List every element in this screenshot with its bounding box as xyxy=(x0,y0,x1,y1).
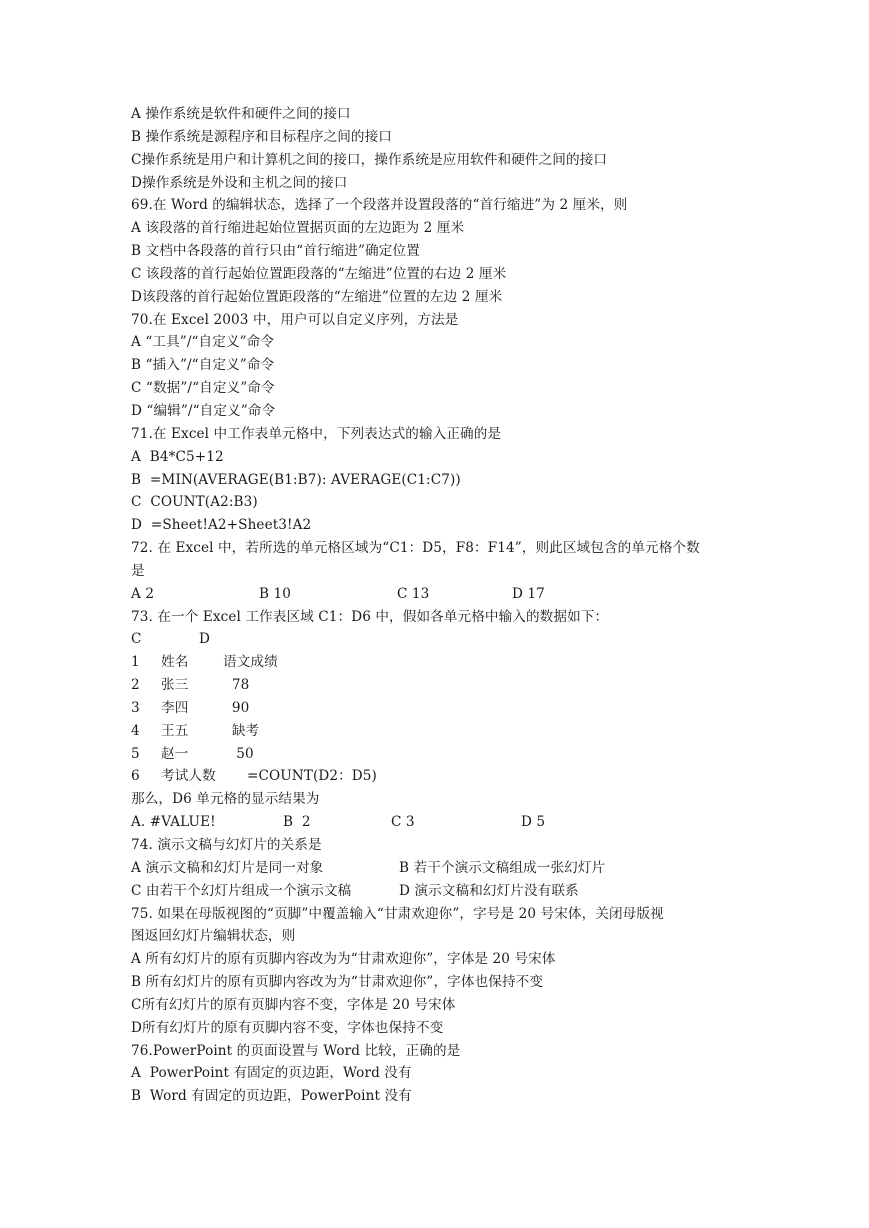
q71-title: 71.在 Excel 中工作表单元格中，下列表达式的输入正确的是 xyxy=(131,425,502,442)
cell-c: 考试人数 xyxy=(161,768,216,785)
row-number: 6 xyxy=(131,768,140,785)
q74-option-a: A 演示文稿和幻灯片是同一对象 xyxy=(131,859,324,876)
q73-question: 那么，D6 单元格的显示结果为 xyxy=(131,791,320,808)
q75-option-c: C所有幻灯片的原有页脚内容不变，字体是 20 号宋体 xyxy=(131,996,456,1013)
cell-d: 50 xyxy=(223,745,254,762)
cell-c: 张三 xyxy=(161,677,189,694)
q73-title: 73. 在一个 Excel 工作表区域 C1：D6 中，假如各单元格中输入的数据如下： xyxy=(131,608,609,625)
q73-table-row xyxy=(131,674,831,697)
q76-option-b: B Word 有固定的页边距，PowerPoint 没有 xyxy=(131,1088,412,1105)
q72-options xyxy=(131,583,831,606)
cell-c: 姓名 xyxy=(161,654,189,671)
q74-option-c: C 由若干个幻灯片组成一个演示文稿 xyxy=(131,882,352,899)
q73-options xyxy=(131,811,831,834)
q73-table-row xyxy=(131,743,831,766)
q68-option-a: A 操作系统是软件和硬件之间的接口 xyxy=(131,106,351,122)
q68-option-c: C操作系统是用户和计算机之间的接口，操作系统是应用软件和硬件之间的接口 xyxy=(131,151,608,168)
cell-d: =COUNT(D2：D5) xyxy=(247,768,377,785)
q75-title-cont: 图返回幻灯片编辑状态，则 xyxy=(131,928,296,945)
cell-c: 赵一 xyxy=(161,745,189,762)
q72-option-a: A 2 xyxy=(131,585,155,602)
q73-option-c: C 3 xyxy=(391,814,415,831)
q70-option-b: B “插入”/“自定义”命令 xyxy=(131,357,275,374)
cell-d: 90 xyxy=(223,699,250,716)
q76-title: 76.PowerPoint 的页面设置与 Word 比较，正确的是 xyxy=(131,1042,461,1059)
q68-option-b: B 操作系统是源程序和目标程序之间的接口 xyxy=(131,128,392,145)
q68-option-d: D操作系统是外设和主机之间的接口 xyxy=(131,174,348,191)
q74-option-b: B 若干个演示文稿组成一张幻灯片 xyxy=(399,859,606,876)
q72-option-b: B 10 xyxy=(259,585,292,602)
row-number: 1 xyxy=(131,654,140,671)
q73-option-b: B 2 xyxy=(283,814,311,831)
q74-options-row xyxy=(131,857,831,880)
cell-c: 李四 xyxy=(161,699,189,716)
q75-option-a: A 所有幻灯片的原有页脚内容改为为“甘肃欢迎你”，字体是 20 号宋体 xyxy=(131,951,556,968)
cell-d: 缺考 xyxy=(223,722,260,739)
document-page xyxy=(131,103,831,1108)
q70-option-a: A “工具”/“自定义”命令 xyxy=(131,334,275,351)
q73-option-a: A. #VALUE! xyxy=(131,814,216,831)
row-number: 2 xyxy=(131,677,140,694)
q69-title: 69.在 Word 的编辑状态，选择了一个段落并设置段落的“首行缩进”为 2 厘米，则 xyxy=(131,197,628,214)
q73-table-row xyxy=(131,697,831,720)
q73-table-row xyxy=(131,765,831,788)
q70-option-c: C “数据”/“自定义”命令 xyxy=(131,380,275,397)
q71-option-c: C COUNT(A2:B3) xyxy=(131,494,258,511)
q75-option-d: D所有幻灯片的原有页脚内容不变，字体也保持不变 xyxy=(131,1019,444,1036)
q73-table-row xyxy=(131,651,831,674)
q73-table-header xyxy=(131,628,831,651)
q72-option-d: D 17 xyxy=(512,585,545,602)
cell-d: 78 xyxy=(223,677,250,694)
q74-title: 74. 演示文稿与幻灯片的关系是 xyxy=(131,837,322,853)
q69-option-c: C 该段落的首行起始位置距段落的“左缩进”位置的右边 2 厘米 xyxy=(131,265,507,282)
row-number: 3 xyxy=(131,699,140,716)
q71-option-b: B =MIN(AVERAGE(B1:B7): AVERAGE(C1:C7)) xyxy=(131,471,461,488)
cell-c: 王五 xyxy=(161,722,189,739)
q72-option-c: C 13 xyxy=(397,585,430,602)
q74-options-row xyxy=(131,880,831,903)
q73-option-d: D 5 xyxy=(521,814,546,831)
q73-table-row xyxy=(131,720,831,743)
q69-option-a: A 该段落的首行缩进起始位置据页面的左边距为 2 厘米 xyxy=(131,220,465,237)
row-number: 5 xyxy=(131,745,140,762)
q76-option-a: A PowerPoint 有固定的页边距，Word 没有 xyxy=(131,1065,412,1082)
q71-option-a: A B4*C5+12 xyxy=(131,448,224,465)
row-number: 4 xyxy=(131,722,140,739)
q73-header-d: D xyxy=(199,631,210,648)
cell-d: 语文成绩 xyxy=(223,654,278,671)
q73-header-c: C xyxy=(131,631,142,648)
q69-option-d: D该段落的首行起始位置距段落的“左缩进”位置的左边 2 厘米 xyxy=(131,288,503,305)
q69-option-b: B 文档中各段落的首行只由“首行缩进”确定位置 xyxy=(131,243,420,260)
q71-option-d: D =Sheet!A2+Sheet3!A2 xyxy=(131,517,312,534)
q72-title-cont: 是 xyxy=(131,562,145,579)
q72-title: 72. 在 Excel 中，若所选的单元格区域为“C1：D5，F8：F14”，则此区域包含的单元格个数 xyxy=(131,540,700,557)
q75-title: 75. 如果在母版视图的“页脚”中覆盖输入“甘肃欢迎你”，字号是 20 号宋体，关闭母版视 xyxy=(131,905,664,922)
q74-option-d: D 演示文稿和幻灯片没有联系 xyxy=(399,882,579,899)
q75-option-b: B 所有幻灯片的原有页脚内容改为为“甘肃欢迎你”，字体也保持不变 xyxy=(131,974,544,991)
q70-title: 70.在 Excel 2003 中，用户可以自定义序列，方法是 xyxy=(131,311,459,328)
q70-option-d: D “编辑”/“自定义”命令 xyxy=(131,402,276,419)
